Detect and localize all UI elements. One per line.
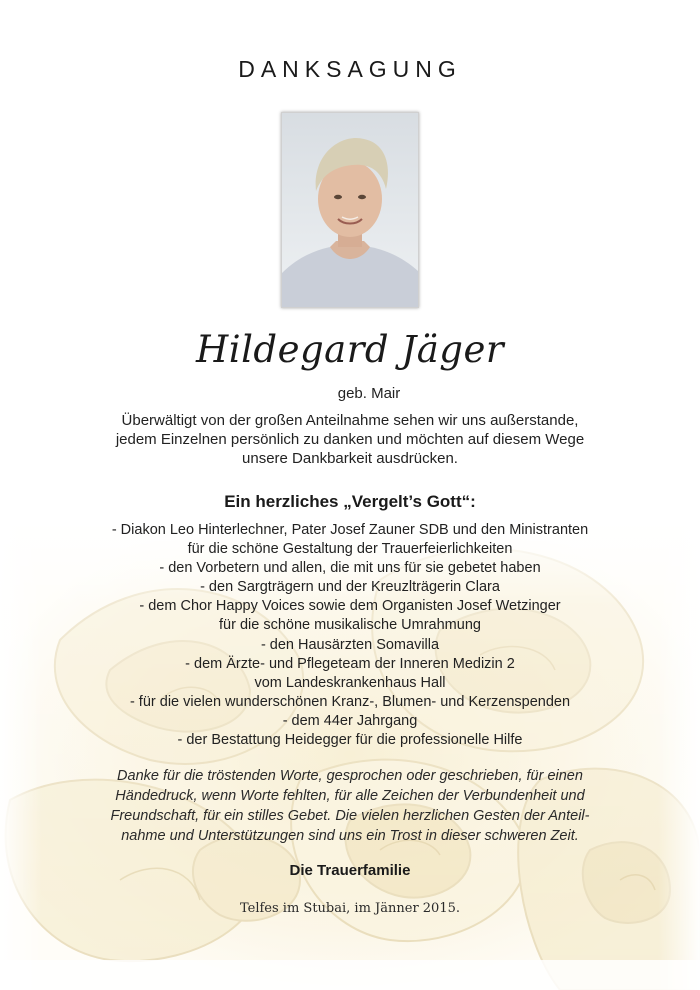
intro-line: unsere Dankbarkeit ausdrücken. <box>242 450 458 467</box>
thanks-line: - dem Ärzte- und Pflegeteam der Inneren Medizin 2 <box>185 655 515 672</box>
thanks-list <box>20 521 680 750</box>
signature: Die Trauerfamilie <box>289 862 411 879</box>
thanks-line: für die schöne Gestaltung der Trauerfeierlichkeiten <box>187 541 513 558</box>
closing-paragraph <box>60 766 640 846</box>
thanks-line: - für die vielen wunderschönen Kranz-, Blumen- und Kerzenspenden <box>129 693 571 710</box>
thanks-line: für die schöne musikalische Umrahmung <box>219 617 481 634</box>
thanks-line: - Diakon Leo Hinterlechner, Pater Josef Zauner SDB und den Ministranten <box>111 522 589 538</box>
thanks-line: - den Vorbetern und allen, die mit uns für sie gebetet haben <box>159 560 541 577</box>
thanks-line: - dem Chor Happy Voices sowie dem Organisten Josef Wetzinger <box>139 598 561 615</box>
thanks-line: - den Sargträgern und der Kreuzlträgerin Clara <box>200 579 500 596</box>
intro-line: Überwältigt von der großen Anteilnahme sehen wir uns außerstande, <box>121 412 579 429</box>
deceased-name: Hildegard Jäger <box>195 328 505 371</box>
place-and-date: Telfes im Stubai, im Jänner 2015. <box>239 901 461 916</box>
intro-paragraph <box>60 411 640 468</box>
portrait-illustration <box>282 113 418 307</box>
thanks-line: - der Bestattung Heidegger für die professionelle Hilfe <box>177 732 523 749</box>
closing-line: Freundschaft, für ein stilles Gebet. Die vielen herzlichen Gesten der Anteil- <box>110 808 590 824</box>
maiden-name: geb. Mair <box>337 385 401 402</box>
closing-line: Danke für die tröstenden Worte, gesprochen oder geschrieben, für einen <box>117 768 583 784</box>
intro-line: jedem Einzelnen persönlich zu danken und möchten auf diesem Wege <box>115 431 585 448</box>
closing-line: nahme und Unterstützungen sind uns ein Trost in dieser schweren Zeit. <box>121 828 579 844</box>
thanks-line: - dem 44er Jahrgang <box>282 712 418 729</box>
thanks-line: - den Hausärzten Somavilla <box>260 636 440 653</box>
portrait-photo <box>281 112 419 308</box>
thanks-heading: Ein herzliches „Vergelt’s Gott“: <box>224 492 476 511</box>
thanks-line: vom Landeskrankenhaus Hall <box>254 674 446 691</box>
page-title: DANKSAGUNG <box>238 56 462 82</box>
closing-line: Händedruck, wenn Worte fehlten, für alle Zeichen der Verbundenheit und <box>115 788 585 804</box>
